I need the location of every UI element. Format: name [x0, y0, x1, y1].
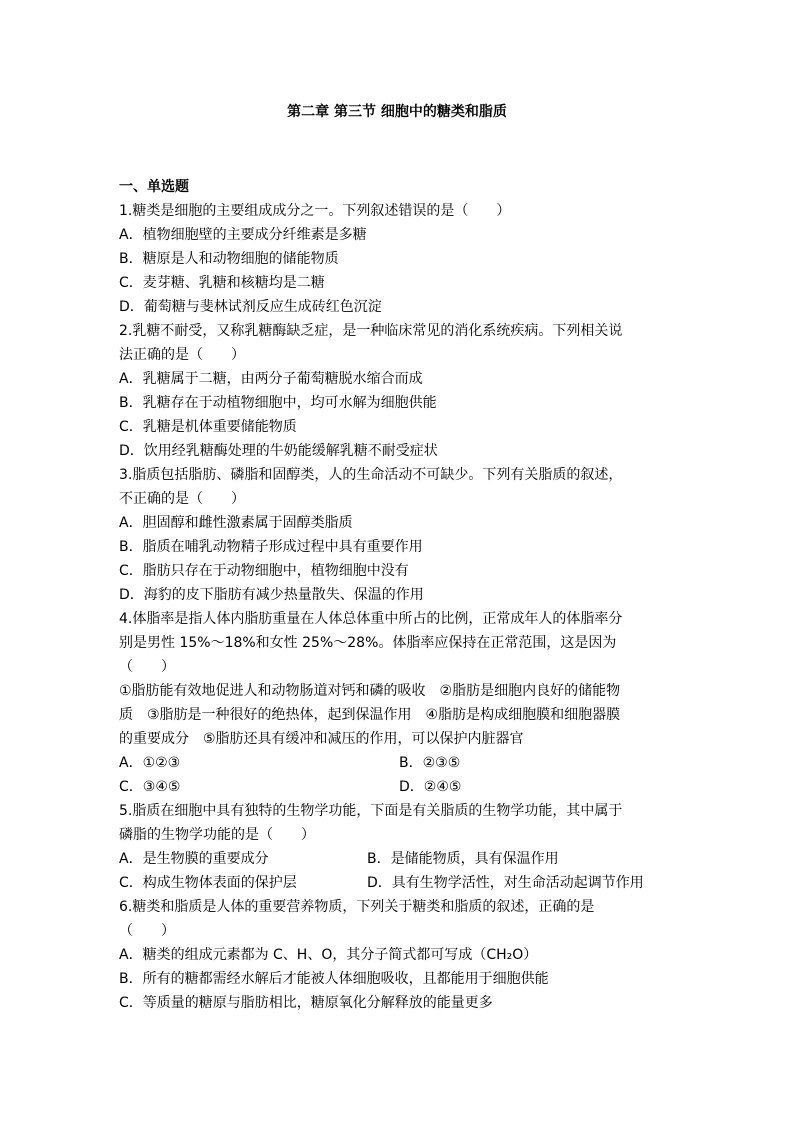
question-2-option-a: A．乳糖属于二糖，由两分子葡萄糖脱水缩合而成: [119, 371, 423, 387]
question-4-stem-line-1: 4.体脂率是指人体内脂肪重量在人体总体重中所占的比例，正常成年人的体脂率分: [119, 611, 623, 627]
question-6-option-b: B．所有的糖都需经水解后才能被人体细胞吸收，且都能用于细胞供能: [119, 971, 549, 987]
question-6-option-a: A．糖类的组成元素都为 C、H、O，其分子简式都可写成（CH₂O）: [119, 947, 538, 963]
question-1-option-c: C．麦芽糖、乳糖和核糖均是二糖: [119, 275, 325, 291]
question-4-stem-line-2: 别是男性 15%～18%和女性 25%～28%。体脂率应保持在正常范围，这是因为: [119, 635, 617, 651]
question-1-stem: 1.糖类是细胞的主要组成成分之一。下列叙述错误的是（ ）: [119, 203, 511, 219]
question-2-stem-line-2: 法正确的是（ ）: [119, 347, 245, 363]
question-2-stem-line-1: 2.乳糖不耐受，又称乳糖酶缺乏症，是一种临床常见的消化系统疾病。下列相关说: [119, 323, 623, 339]
section-heading: 一、单选题: [119, 179, 189, 195]
question-5-options-row-2: [119, 871, 679, 895]
question-4-statements-line-2: 质 ③脂肪是一种很好的绝热体，起到保温作用 ④脂肪是构成细胞膜和细胞器膜: [119, 707, 621, 723]
question-4-statements-line-3: 的重要成分 ⑤脂肪还具有缓冲和减压的作用，可以保护内脏器官: [119, 731, 524, 747]
question-4-option-a: A．①②③: [119, 755, 181, 771]
question-1-option-d: D．葡萄糖与斐林试剂反应生成砖红色沉淀: [119, 299, 382, 315]
question-5-options-row-1: [119, 847, 679, 871]
question-5-option-b: B．是储能物质，具有保温作用: [367, 851, 559, 867]
question-2-option-b: B．乳糖存在于动植物细胞中，均可水解为细胞供能: [119, 395, 437, 411]
question-4-option-c: C．③④⑤: [119, 779, 181, 795]
question-5-option-c: C．构成生物体表面的保护层: [119, 875, 297, 891]
question-3-option-d: D．海豹的皮下脂肪有减少热量散失、保温的作用: [119, 587, 424, 603]
question-2-option-c: C．乳糖是机体重要储能物质: [119, 419, 297, 435]
question-6-stem-line-2: （ ）: [119, 923, 175, 939]
question-6-option-c: C．等质量的糖原与脂肪相比，糖原氧化分解释放的能量更多: [119, 995, 493, 1011]
question-3-option-b: B．脂质在哺乳动物精子形成过程中具有重要作用: [119, 539, 423, 555]
question-5-stem-line-2: 磷脂的生物学功能的是（ ）: [119, 827, 315, 843]
question-3-option-c: C．脂肪只存在于动物细胞中，植物细胞中没有: [119, 563, 409, 579]
question-5-stem-line-1: 5.脂质在细胞中具有独特的生物学功能，下面是有关脂质的生物学功能，其中属于: [119, 803, 623, 819]
question-list: [119, 175, 679, 1015]
question-4-options-row-2: [119, 775, 679, 799]
question-6-stem-line-1: 6.糖类和脂质是人体的重要营养物质，下列关于糖类和脂质的叙述，正确的是: [119, 899, 595, 915]
question-4-statements-line-1: ①脂肪能有效地促进人和动物肠道对钙和磷的吸收 ②脂肪是细胞内良好的储能物: [119, 683, 621, 699]
question-1-option-a: A．植物细胞壁的主要成分纤维素是多糖: [119, 227, 367, 243]
question-4-stem-line-3: （ ）: [119, 659, 175, 675]
question-4-options-row-1: [119, 751, 679, 775]
page-title: 第二章 第三节 细胞中的糖类和脂质: [287, 104, 507, 120]
question-5-option-a: A．是生物膜的重要成分: [119, 851, 269, 867]
question-2-option-d: D．饮用经乳糖酶处理的牛奶能缓解乳糖不耐受症状: [119, 443, 438, 459]
question-3-option-a: A．胆固醇和雌性激素属于固醇类脂质: [119, 515, 353, 531]
question-3-stem-line-1: 3.脂质包括脂肪、磷脂和固醇类，人的生命活动不可缺少。下列有关脂质的叙述，: [119, 467, 623, 483]
question-3-stem-line-2: 不正确的是（ ）: [119, 491, 245, 507]
question-1-option-b: B．糖原是人和动物细胞的储能物质: [119, 251, 339, 267]
question-5-option-d: D．具有生物学活性，对生命活动起调节作用: [367, 875, 644, 891]
question-4-option-d: D．②④⑤: [399, 779, 462, 795]
question-4-option-b: B．②③⑤: [399, 755, 461, 771]
